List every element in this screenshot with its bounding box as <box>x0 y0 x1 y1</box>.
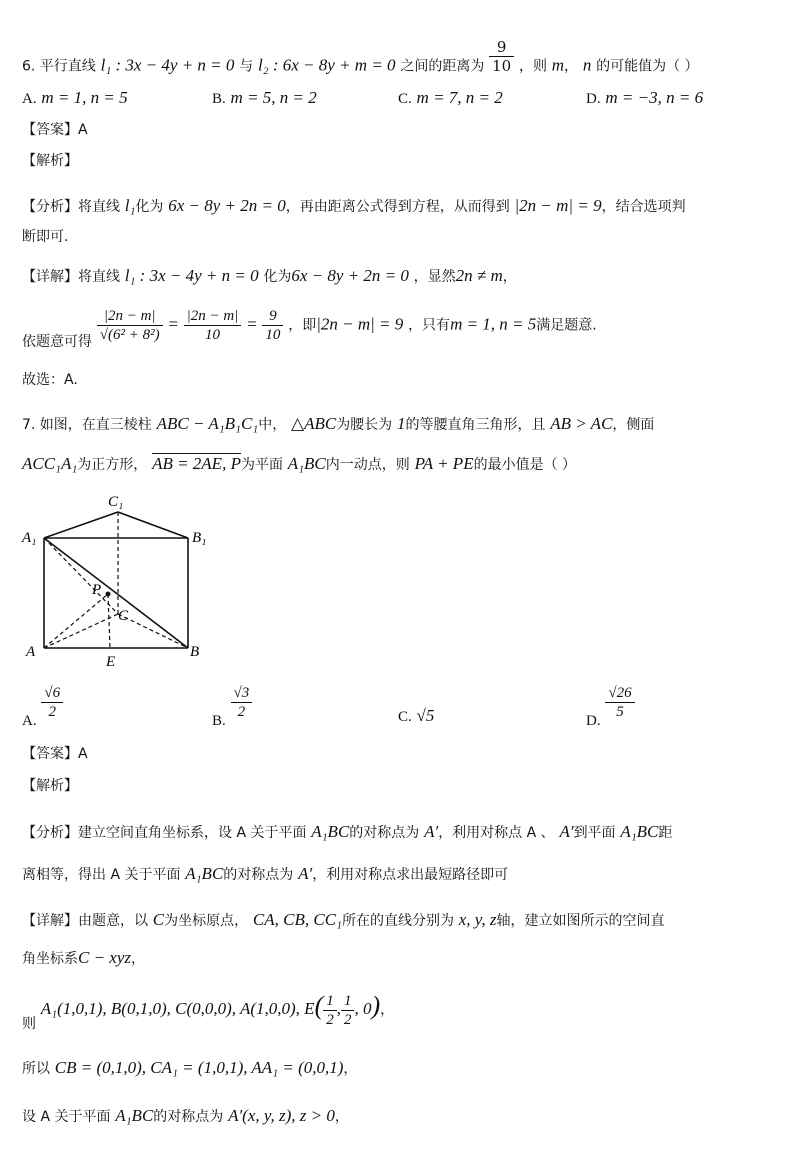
q7-stem-line1: 7. 如图，在直三棱柱 ABC − A₁B₁C₁中， △ABC为腰长为 1的等腰直角三角形，且 AB > AC，侧面 <box>22 414 655 433</box>
q7-she-line: 设 A 关于平面 A₁BC的对称点为 A′(x, y, z), z > 0， <box>22 1106 349 1125</box>
q7-fenxi-line2: 离相等，得出 A 关于平面 A₁BC的对称点为 A′，利用对称点求出最短路径即可 <box>22 864 509 883</box>
q7-vecs-line: 所以 CB = (0,1,0), CA₁ = (1,0,1), AA₁ = (0,0,1)， <box>22 1058 358 1077</box>
q7-coords-line: 则 A₁(1,0,1), B(0,1,0), C(0,0,0), A(1,0,0), E( $\frac{1}{2}$ , $\frac{1}{2}$ , 0)， <box>22 991 395 1032</box>
q7-fenxi-line1: 【分析】建立空间直角坐标系，设 A 关于平面 A₁BC的对称点为 A′，利用对称点 A 、 A′到平面 A₁BC距 <box>22 822 673 841</box>
q7-option-c: C. √5 <box>398 706 435 725</box>
label-B: B <box>190 644 200 660</box>
q6-xiangjie-line1: 【详解】将直线 l₁ : 3x − 4y + n = 0 化为6x − 8y + 2n = 0 ，显然2n ≠ m， <box>22 266 517 285</box>
q7-answer: 【答案】A <box>22 746 88 762</box>
q7-stem-line2: ACC₁A₁为正方形， AB = 2AE, P为平面 A₁BC内一动点，则 PA + PE的最小值是（ ） <box>22 454 577 473</box>
distance-fraction: $\frac{9}{10}$ <box>489 38 514 75</box>
label-A1: A₁ <box>22 530 37 546</box>
q6-guxuan: 故选：A. <box>22 372 78 388</box>
line-l2: l₂ : 6x − 8y + m = 0 <box>257 55 396 75</box>
prism-figure <box>20 490 220 670</box>
label-C1: C₁ <box>108 494 124 510</box>
line-l1: l₁ : 3x − 4y + n = 0 <box>100 55 235 75</box>
q7-option-b: B. $\frac{√3}{2}$ <box>212 684 252 721</box>
q7-xiangjie-line1: 【详解】由题意，以 C为坐标原点， CA, CB, CC₁所在的直线分别为 x, y, z轴，建立如图所示的空间直 <box>22 910 665 929</box>
q6-option-a: A. m = 1, n = 5 <box>22 88 128 107</box>
q6-option-c: C. m = 7, n = 2 <box>398 88 503 107</box>
q6-option-d: D. m = −3, n = 6 <box>586 88 704 107</box>
q7-option-a: A. $\frac{√6}{2}$ <box>22 684 63 721</box>
q6-option-b: B. m = 5, n = 2 <box>212 88 317 107</box>
q6-answer: 【答案】A <box>22 122 88 138</box>
q6-jiexi: 【解析】 <box>22 153 78 169</box>
q6-fenxi-line1: 【分析】将直线 l₁化为 6x − 8y + 2n = 0，再由距离公式得到方程，从而得到 |2n − m| = 9，结合选项判 <box>22 196 686 215</box>
label-C: C <box>118 608 129 624</box>
label-P: P <box>92 582 102 598</box>
q6-yiti-line: 依题意可得 $\frac{|2n - m|}{\text{√(6² + 8²)}}$ = $\frac{|2n - m|}{10}$ = $\frac{9}{10}$ ，即|2n − m| = 9 ，只有m = 1, n = 5满足题意. <box>22 308 597 350</box>
q6-fenxi-line2: 断即可. <box>22 229 69 245</box>
q7-jiexi: 【解析】 <box>22 778 78 794</box>
q7-xiangjie-line2: 角坐标系C − xyz， <box>22 948 146 967</box>
label-E: E <box>106 654 116 670</box>
q6-stem: 6. 平行直线 l₁ : 3x − 4y + n = 0 与 l₂ : 6x − 8y + m = 0 之间的距离为 $\frac{9}{10}$ ，则 m， n 的可能值为（ ） <box>22 38 699 75</box>
q7-option-d: D. $\frac{√26}{5}$ <box>586 684 635 721</box>
label-B1: B₁ <box>192 530 207 546</box>
label-A: A <box>26 644 36 660</box>
